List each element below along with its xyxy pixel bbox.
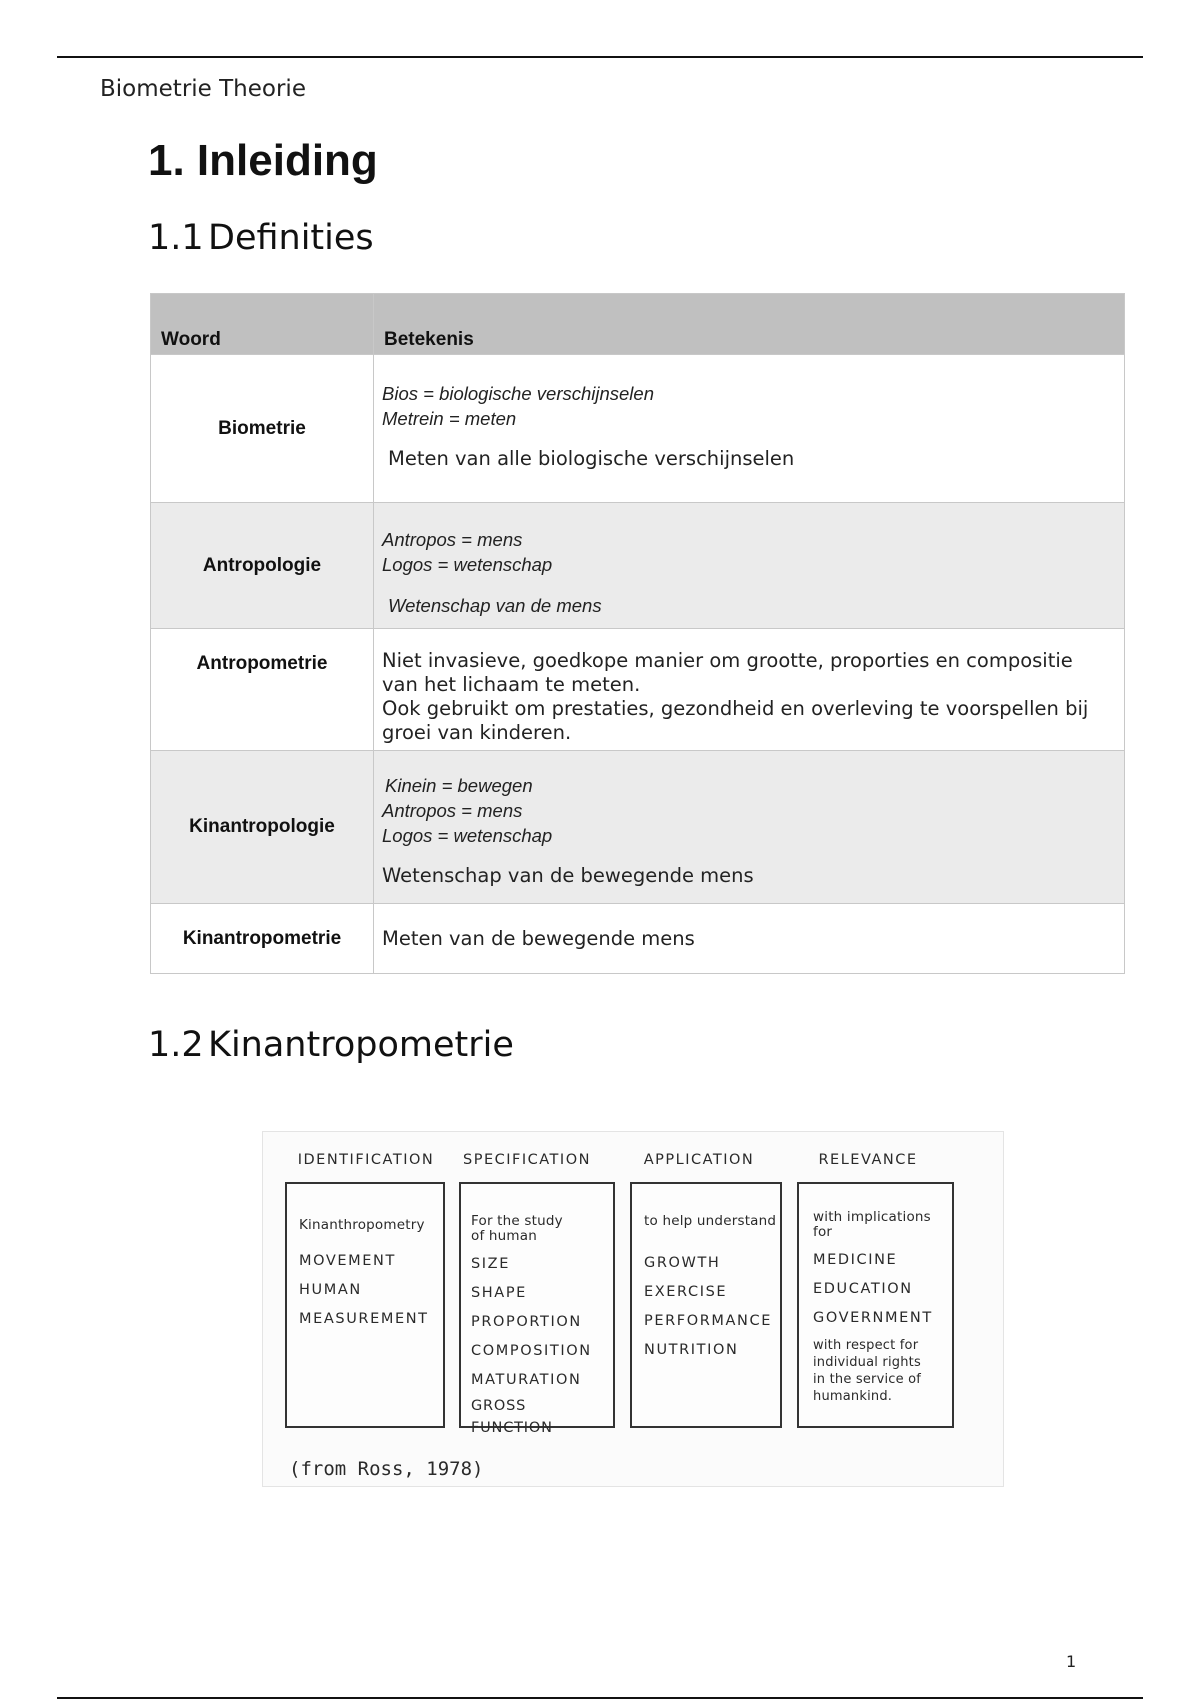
box-outro: in the service of bbox=[813, 1372, 922, 1387]
etymology-line: Bios = biologische verschijnselen bbox=[382, 383, 654, 404]
box-item: EXERCISE bbox=[644, 1284, 728, 1300]
box-outro: humankind. bbox=[813, 1389, 893, 1404]
box-item: MEASUREMENT bbox=[299, 1311, 429, 1327]
header-rule bbox=[57, 56, 1143, 58]
table-row bbox=[151, 503, 1125, 629]
box-outro: with respect for bbox=[813, 1338, 919, 1353]
box-intro: with implications bbox=[813, 1209, 931, 1225]
figure-source: (from Ross, 1978) bbox=[289, 1458, 484, 1480]
box-item: GOVERNMENT bbox=[813, 1310, 933, 1326]
footer-rule bbox=[57, 1697, 1143, 1699]
box-item: SIZE bbox=[471, 1256, 510, 1272]
etymology-line: Logos = wetenschap bbox=[382, 825, 553, 846]
column-header-betekenis: Betekenis bbox=[374, 294, 1125, 355]
column-heading-identification: IDENTIFICATION bbox=[297, 1152, 435, 1168]
definition-text: van het lichaam te meten. bbox=[382, 673, 641, 696]
table-row bbox=[151, 355, 1125, 503]
document-header: Biometrie Theorie bbox=[100, 76, 306, 102]
kinanthropometry-diagram bbox=[262, 1131, 1004, 1487]
box-item: PROPORTION bbox=[471, 1314, 582, 1330]
table-row bbox=[151, 904, 1125, 974]
chapter-title: 1. Inleiding bbox=[148, 136, 378, 185]
etymology-line: Logos = wetenschap bbox=[382, 554, 553, 575]
term-cell: Kinantropologie bbox=[151, 751, 374, 904]
meaning-cell bbox=[374, 904, 1125, 974]
term-cell: Antropologie bbox=[151, 503, 374, 629]
box-item: PERFORMANCE bbox=[644, 1313, 772, 1329]
box-item: SHAPE bbox=[471, 1285, 527, 1301]
box-outro: individual rights bbox=[813, 1355, 921, 1370]
box-item: MEDICINE bbox=[813, 1252, 898, 1268]
box-intro: Kinanthropometry bbox=[299, 1217, 425, 1233]
box-item: GROSS FUNCTION bbox=[471, 1398, 553, 1436]
definition-text: groei van kinderen. bbox=[382, 721, 572, 744]
section-heading-definities bbox=[148, 218, 374, 258]
etymology-line: Antropos = mens bbox=[382, 529, 523, 550]
meaning-cell bbox=[374, 503, 1125, 629]
definition-text: Wetenschap van de mens bbox=[388, 595, 602, 616]
section-heading-kinantropometrie bbox=[148, 1025, 514, 1065]
section-number: 1.1 bbox=[148, 218, 204, 258]
box-intro: for bbox=[813, 1224, 833, 1240]
table-header-row bbox=[151, 294, 1125, 355]
etymology-line: Antropos = mens bbox=[382, 800, 523, 821]
column-header-woord: Woord bbox=[151, 294, 374, 355]
etymology-line: Metrein = meten bbox=[382, 408, 517, 429]
term-cell: Biometrie bbox=[151, 355, 374, 503]
term-cell: Kinantropometrie bbox=[151, 904, 374, 974]
definition-text: Meten van de bewegende mens bbox=[382, 926, 695, 950]
column-heading-relevance: RELEVANCE bbox=[818, 1152, 918, 1168]
box-intro: to help understand bbox=[644, 1213, 777, 1229]
box-intro: of human bbox=[471, 1228, 537, 1244]
table-row bbox=[151, 751, 1125, 904]
column-heading-application: APPLICATION bbox=[643, 1152, 755, 1168]
meaning-cell bbox=[374, 355, 1125, 503]
application-box bbox=[630, 1182, 782, 1428]
definitions-table bbox=[150, 293, 1125, 974]
term-cell: Antropometrie bbox=[151, 629, 374, 751]
box-item: MOVEMENT bbox=[299, 1253, 396, 1269]
specification-box bbox=[459, 1182, 615, 1436]
definition-text: Niet invasieve, goedkope manier om grootte, proporties en compositie bbox=[382, 649, 1073, 672]
box-item: EDUCATION bbox=[813, 1281, 913, 1297]
etymology-line: Kinein = bewegen bbox=[385, 775, 533, 796]
box-intro: For the study bbox=[471, 1213, 563, 1229]
meaning-cell bbox=[374, 629, 1125, 751]
identification-box bbox=[285, 1182, 445, 1428]
box-item: COMPOSITION bbox=[471, 1343, 592, 1359]
table-row bbox=[151, 629, 1125, 751]
relevance-box bbox=[797, 1182, 954, 1428]
definition-text: Wetenschap van de bewegende mens bbox=[382, 864, 754, 887]
box-item: HUMAN bbox=[299, 1282, 362, 1298]
section-number: 1.2 bbox=[148, 1025, 204, 1065]
definition-text: Meten van alle biologische verschijnselen bbox=[388, 447, 795, 470]
meaning-cell bbox=[374, 751, 1125, 904]
section-title: Definities bbox=[208, 218, 374, 258]
page-number: 1 bbox=[1066, 1652, 1077, 1671]
box-item: GROWTH bbox=[644, 1255, 721, 1271]
box-item: NUTRITION bbox=[644, 1342, 739, 1358]
section-title: Kinantropometrie bbox=[208, 1025, 514, 1065]
definition-text: Ook gebruikt om prestaties, gezondheid en overleving te voorspellen bij bbox=[382, 697, 1089, 720]
box-item: MATURATION bbox=[471, 1372, 582, 1388]
column-heading-specification: SPECIFICATION bbox=[463, 1152, 591, 1168]
